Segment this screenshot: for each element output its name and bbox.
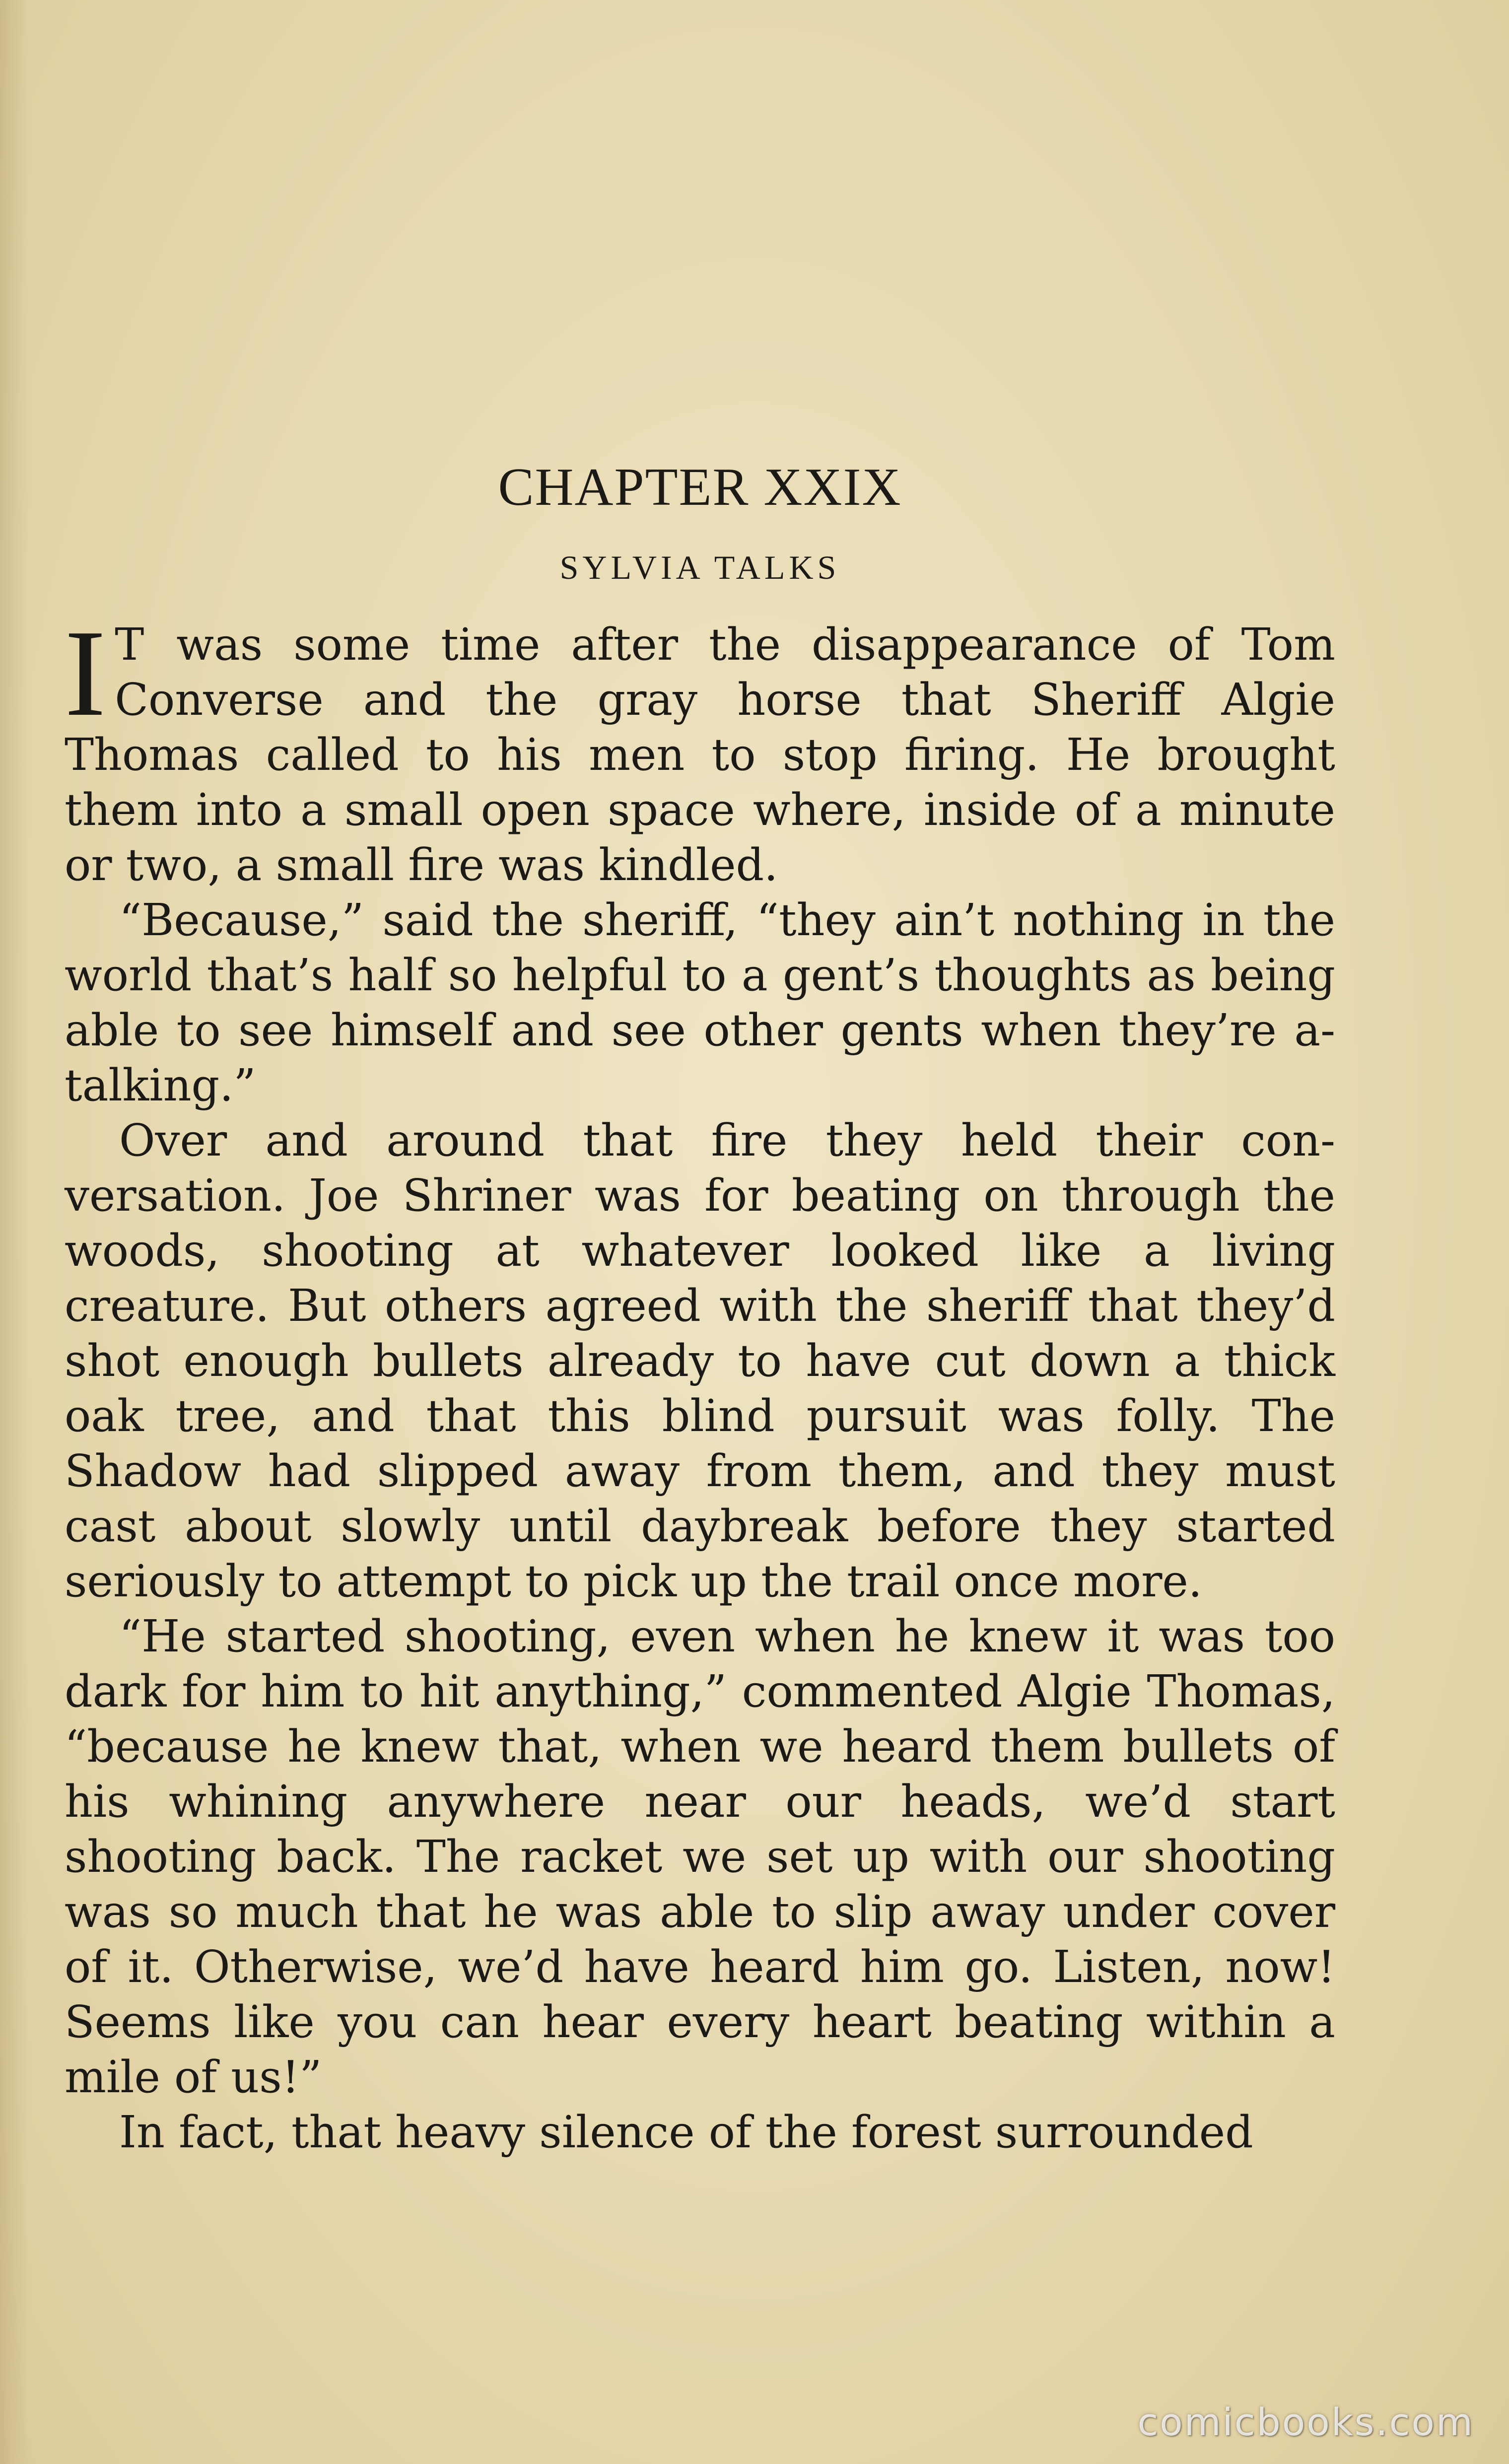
- page-shadow: [0, 0, 30, 2464]
- drop-cap: I: [65, 605, 106, 742]
- paragraph-1: [65, 605, 1335, 892]
- watermark: comicbooks.com: [1137, 2400, 1474, 2444]
- chapter-title: CHAPTER XXIX: [498, 458, 902, 517]
- paragraph-5: In fact, that heavy silence of the forest surrounded: [119, 2107, 1253, 2158]
- paragraph-1-text: was some time after the disappearance of Tom Converse and the gray horse that Sheriff Algie Thomas called to his men to stop firing. He brought them into a small open space where, inside of a minute or two, a small fire was kindled.: [65, 619, 1335, 890]
- paragraph-3: Over and around that fire they held their conversation. Joe Shriner was for beating on through the woods, shooting at whatever looked like a living creature. But others agreed with the sheriff that they’d shot enough bullets already to have cut down a thick oak tree, and that this blind pursuit was folly. The Shadow had slipped away from them, and they must cast about slowly until daybreak before they started seriously to attempt to pick up the trail once more.: [65, 1115, 1335, 1607]
- chapter-subtitle: SYLVIA TALKS: [559, 548, 840, 586]
- paragraph-4: “He started shooting, even when he knew it was too dark for him to hit anything,” commented Algie Thomas, “because he knew that, when we heard them bullets of his whining anywhere near our heads, we’d start shooting back. The racket we set up with our shooting was so much that he was able to slip away under cover of it. Otherwise, we’d have heard him go. Listen, now! Seems like you can hear every heart beating within a mile of us!”: [65, 1611, 1335, 2103]
- paragraph-2: “Because,” said the sheriff, “they ain’t nothing in the world that’s half so helpful to a gent’s thoughts as being able to see himself and see other gents when they’re a-talking.”: [65, 894, 1335, 1111]
- text-block: [65, 457, 1335, 2160]
- lead-letter: T: [115, 619, 146, 670]
